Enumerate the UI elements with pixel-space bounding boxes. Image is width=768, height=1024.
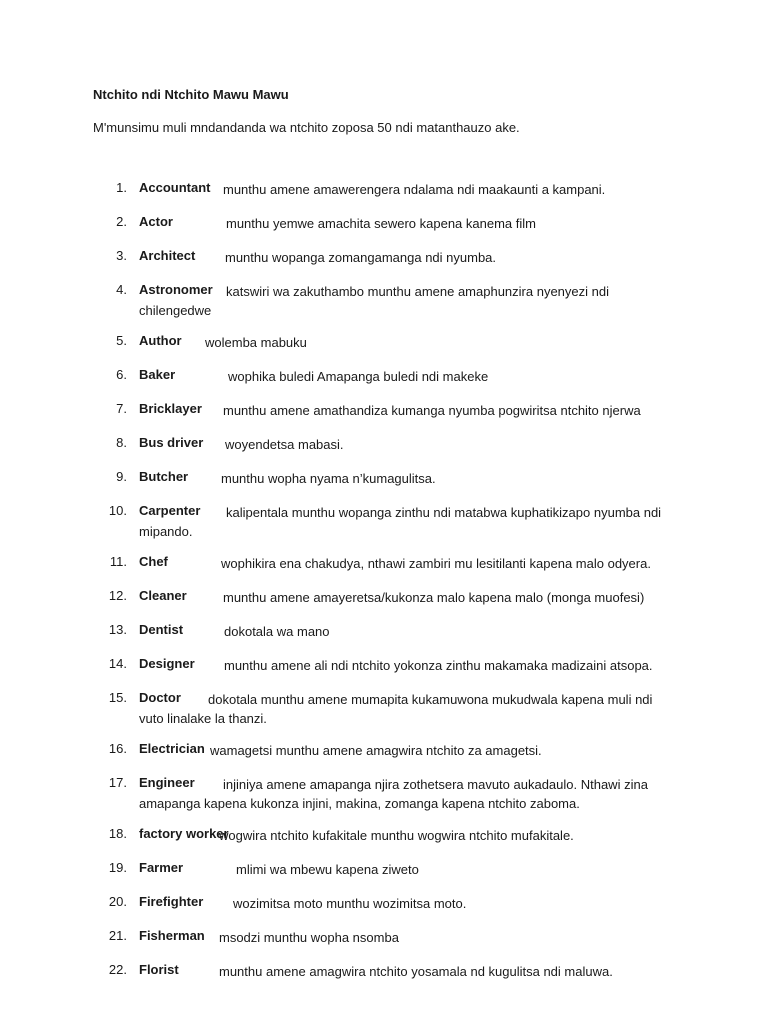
list-item: [0, 656, 768, 675]
list-item-term: Designer: [139, 656, 195, 671]
list-item-number: 11.: [109, 554, 127, 569]
document-title: Ntchito ndi Ntchito Mawu Mawu: [93, 87, 289, 102]
list-item-number: 8.: [116, 435, 127, 450]
list-item: [0, 469, 768, 488]
list-item-term: Accountant: [139, 180, 211, 195]
list-item-definition: msodzi munthu wopha nsomba: [219, 930, 399, 945]
list-item-term: factory worker: [139, 826, 229, 841]
list-item-term: Chef: [139, 554, 168, 569]
list-item-number: 13.: [108, 622, 127, 637]
list-item-definition: kalipentala munthu wopanga zinthu ndi matabwa kuphatikizapo nyumba ndi mipando.: [139, 505, 662, 539]
list-item: [0, 248, 768, 267]
list-item: [0, 741, 768, 760]
list-item-definition: wogwira ntchito kufakitale munthu wogwira ntchito mufakitale.: [219, 828, 574, 843]
list-item-term: Cleaner: [139, 588, 187, 603]
list-item-definition: munthu amene amawerengera ndalama ndi maakaunti a kampani.: [223, 182, 606, 197]
list-item-number: 16.: [108, 741, 127, 756]
list-item-number: 21.: [108, 928, 127, 943]
list-item: [0, 214, 768, 233]
list-item-definition: wophikira ena chakudya, nthawi zambiri mu lesitilanti kapena malo odyera.: [221, 556, 651, 571]
list-item: [0, 962, 768, 981]
list-item-number: 9.: [116, 469, 127, 484]
list-item-number: 5.: [116, 333, 127, 348]
list-item-number: 17.: [108, 775, 127, 790]
list-item-definition: woyendetsa mabasi.: [225, 437, 344, 452]
list-item: [0, 503, 768, 541]
list-item-definition: munthu amene ali ndi ntchito yokonza zinthu makamaka madizaini atsopa.: [224, 658, 653, 673]
list-item-definition: mlimi wa mbewu kapena ziweto: [236, 862, 419, 877]
list-item-term: Astronomer: [139, 282, 213, 297]
list-item-definition: wophika buledi Amapanga buledi ndi makeke: [228, 369, 489, 384]
list-item-term: Firefighter: [139, 894, 204, 909]
document-intro: M'munsimu muli mndandanda wa ntchito zoposa 50 ndi matanthauzo ake.: [93, 120, 520, 135]
list-item: [0, 775, 768, 813]
list-item: [0, 894, 768, 913]
list-item-definition: munthu amene amayeretsa/kukonza malo kapena malo (monga muofesi): [223, 590, 645, 605]
list-item-term: Fisherman: [139, 928, 205, 943]
list-item-term: Bricklayer: [139, 401, 202, 416]
list-item-term: Baker: [139, 367, 176, 382]
list-item: [0, 690, 768, 728]
list-item: [0, 928, 768, 947]
list-item: [0, 180, 768, 199]
list-item-number: 15.: [108, 690, 127, 705]
list-item-number: 12.: [108, 588, 127, 603]
list-item-definition: munthu yemwe amachita sewero kapena kanema film: [226, 216, 536, 231]
list-item-number: 6.: [116, 367, 127, 382]
list-item: [0, 588, 768, 607]
list-item-number: 1.: [116, 180, 127, 195]
list-item-term: Actor: [139, 214, 173, 229]
list-item-term: Carpenter: [139, 503, 201, 518]
list-item-number: 20.: [108, 894, 127, 909]
list-item-number: 19.: [108, 860, 127, 875]
list-item-term: Author: [139, 333, 182, 348]
list-item-definition: munthu wopanga zomangamanga ndi nyumba.: [225, 250, 497, 265]
list-item: [0, 401, 768, 420]
occupation-list: [0, 180, 768, 996]
list-item-number: 22.: [108, 962, 127, 977]
list-item-definition: dokotala munthu amene mumapita kukamuwona mukudwala kapena muli ndi vuto linalake la thanzi.: [139, 692, 653, 726]
list-item-definition: katswiri wa zakuthambo munthu amene amaphunzira nyenyezi ndi chilengedwe: [139, 284, 609, 318]
list-item-number: 4.: [116, 282, 127, 297]
list-item-definition: injiniya amene amapanga njira zothetsera mavuto aukadaulo. Nthawi zina amapanga kapena kukonza injini, makina, zomanga kapena ntchito zaboma.: [139, 777, 648, 811]
list-item-definition: wolemba mabuku: [205, 335, 307, 350]
list-item: [0, 622, 768, 641]
list-item: [0, 367, 768, 386]
list-item-definition: munthu amene amathandiza kumanga nyumba pogwiritsa ntchito njerwa: [223, 403, 641, 418]
list-item-term: Architect: [139, 248, 196, 263]
list-item: [0, 554, 768, 573]
list-item-term: Engineer: [139, 775, 195, 790]
list-item-number: 3.: [116, 248, 127, 263]
list-item-number: 18.: [108, 826, 127, 841]
list-item-term: Butcher: [139, 469, 189, 484]
list-item-term: Farmer: [139, 860, 184, 875]
list-item-number: 7.: [116, 401, 127, 416]
list-item: [0, 860, 768, 879]
list-item: [0, 282, 768, 320]
list-item-term: Electrician: [139, 741, 205, 756]
list-item-number: 14.: [108, 656, 127, 671]
list-item-definition: dokotala wa mano: [224, 624, 330, 639]
list-item: [0, 333, 768, 352]
list-item-number: 2.: [116, 214, 127, 229]
list-item-term: Dentist: [139, 622, 184, 637]
list-item-term: Doctor: [139, 690, 181, 705]
list-item-term: Bus driver: [139, 435, 204, 450]
list-item-definition: munthu wopha nyama n’kumagulitsa.: [221, 471, 436, 486]
list-item-definition: wozimitsa moto munthu wozimitsa moto.: [233, 896, 467, 911]
list-item-number: 10.: [108, 503, 127, 518]
list-item: [0, 826, 768, 845]
list-item-definition: munthu amene amagwira ntchito yosamala nd kugulitsa ndi maluwa.: [219, 964, 613, 979]
list-item-definition: wamagetsi munthu amene amagwira ntchito za amagetsi.: [210, 743, 542, 758]
list-item-term: Florist: [139, 962, 179, 977]
list-item: [0, 435, 768, 454]
